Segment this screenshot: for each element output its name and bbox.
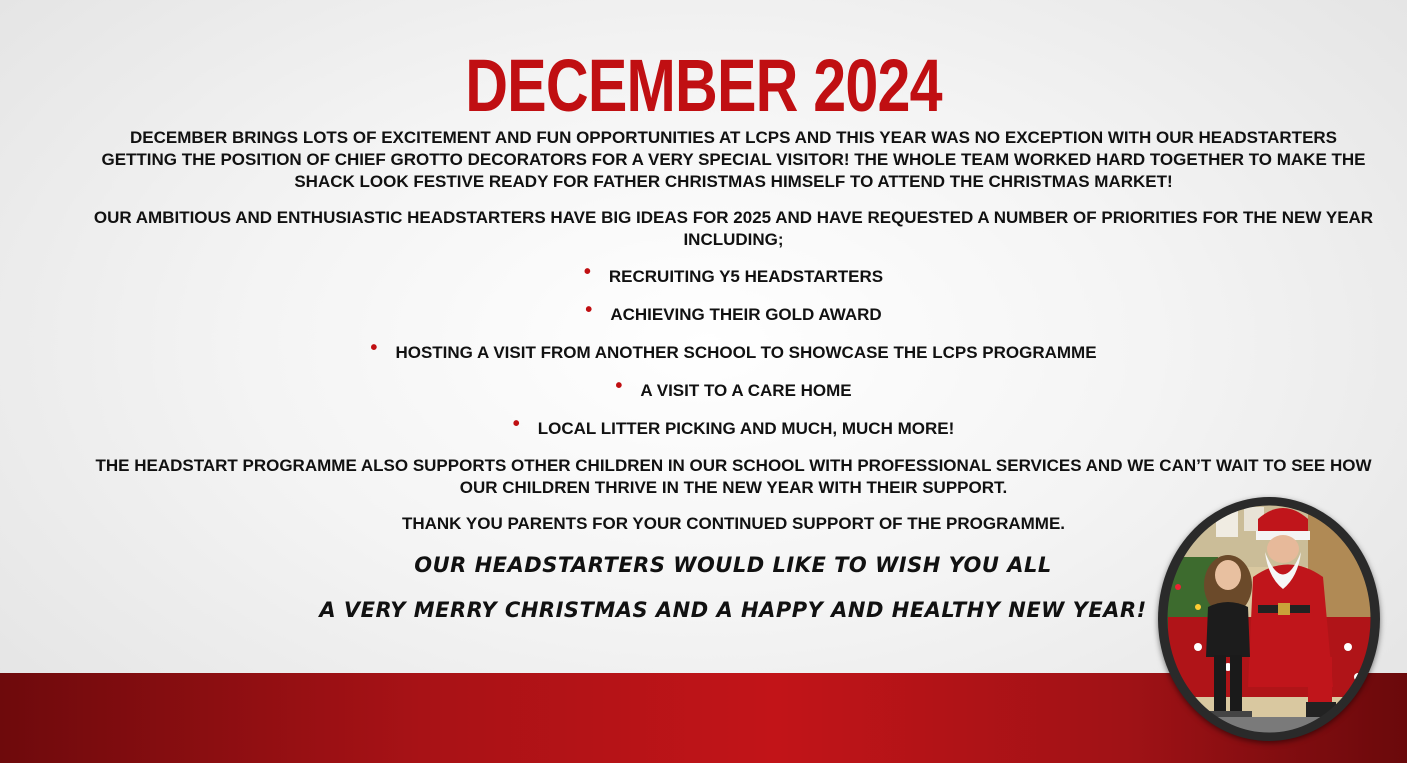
thank-you-paragraph: THANK YOU PARENTS FOR YOUR CONTINUED SUPPORT OF THE PROGRAMME. — [401, 514, 1066, 533]
list-item — [90, 375, 1377, 402]
wish-line-1: OUR HEADSTARTERS WOULD LIKE TO WISH YOU ALL — [414, 553, 1052, 577]
slide-title: DECEMBER 2024 — [465, 44, 942, 127]
bullet-icon: • — [512, 413, 520, 435]
priorities-paragraph: OUR AMBITIOUS AND ENTHUSIASTIC HEADSTARTERS HAVE BIG IDEAS FOR 2025 AND HAVE REQUESTED A NUMBER OF PRIORITIES FOR THE NEW YEAR INCLUDING; — [93, 208, 1374, 249]
wish-line-2: A VERY MERRY CHRISTMAS AND A HAPPY AND HEALTHY NEW YEAR! — [319, 598, 1147, 622]
father-christmas-photo — [1158, 497, 1380, 741]
list-item — [90, 413, 1377, 440]
support-paragraph: THE HEADSTART PROGRAMME ALSO SUPPORTS OTHER CHILDREN IN OUR SCHOOL WITH PROFESSIONAL SERVICES AND WE CAN’T WAIT TO SEE HOW OUR CHILDREN THRIVE IN THE NEW YEAR WITH THEIR SUPPORT. — [95, 456, 1372, 497]
photo-illustration — [1158, 497, 1380, 741]
list-item-text: A VISIT TO A CARE HOME — [640, 381, 852, 400]
list-item — [90, 261, 1377, 288]
list-item-text: ACHIEVING THEIR GOLD AWARD — [610, 305, 882, 324]
list-item-text: RECRUITING Y5 HEADSTARTERS — [608, 267, 884, 286]
intro-paragraph: DECEMBER BRINGS LOTS OF EXCITEMENT AND FUN OPPORTUNITIES AT LCPS AND THIS YEAR WAS NO EXCEPTION WITH OUR HEADSTARTERS GETTING THE POSITION OF CHIEF GROTTO DECORATORS FOR A VERY SPECIAL VISITOR! THE WHOLE TEAM WORKED HARD TOGETHER TO MAKE THE SHACK LOOK FESTIVE READY FOR FATHER CHRISTMAS HIMSELF TO ATTEND THE CHRISTMAS MARKET! — [101, 128, 1366, 191]
slide-body — [90, 127, 1377, 549]
bullet-icon: • — [615, 375, 623, 397]
bullet-icon: • — [583, 261, 591, 283]
bullet-icon: • — [370, 337, 378, 359]
priorities-list — [90, 261, 1377, 440]
list-item — [90, 299, 1377, 326]
bullet-icon: • — [585, 299, 593, 321]
list-item-text: LOCAL LITTER PICKING AND MUCH, MUCH MORE! — [537, 419, 955, 438]
list-item-text: HOSTING A VISIT FROM ANOTHER SCHOOL TO SHOWCASE THE LCPS PROGRAMME — [395, 343, 1097, 362]
list-item — [90, 337, 1377, 364]
